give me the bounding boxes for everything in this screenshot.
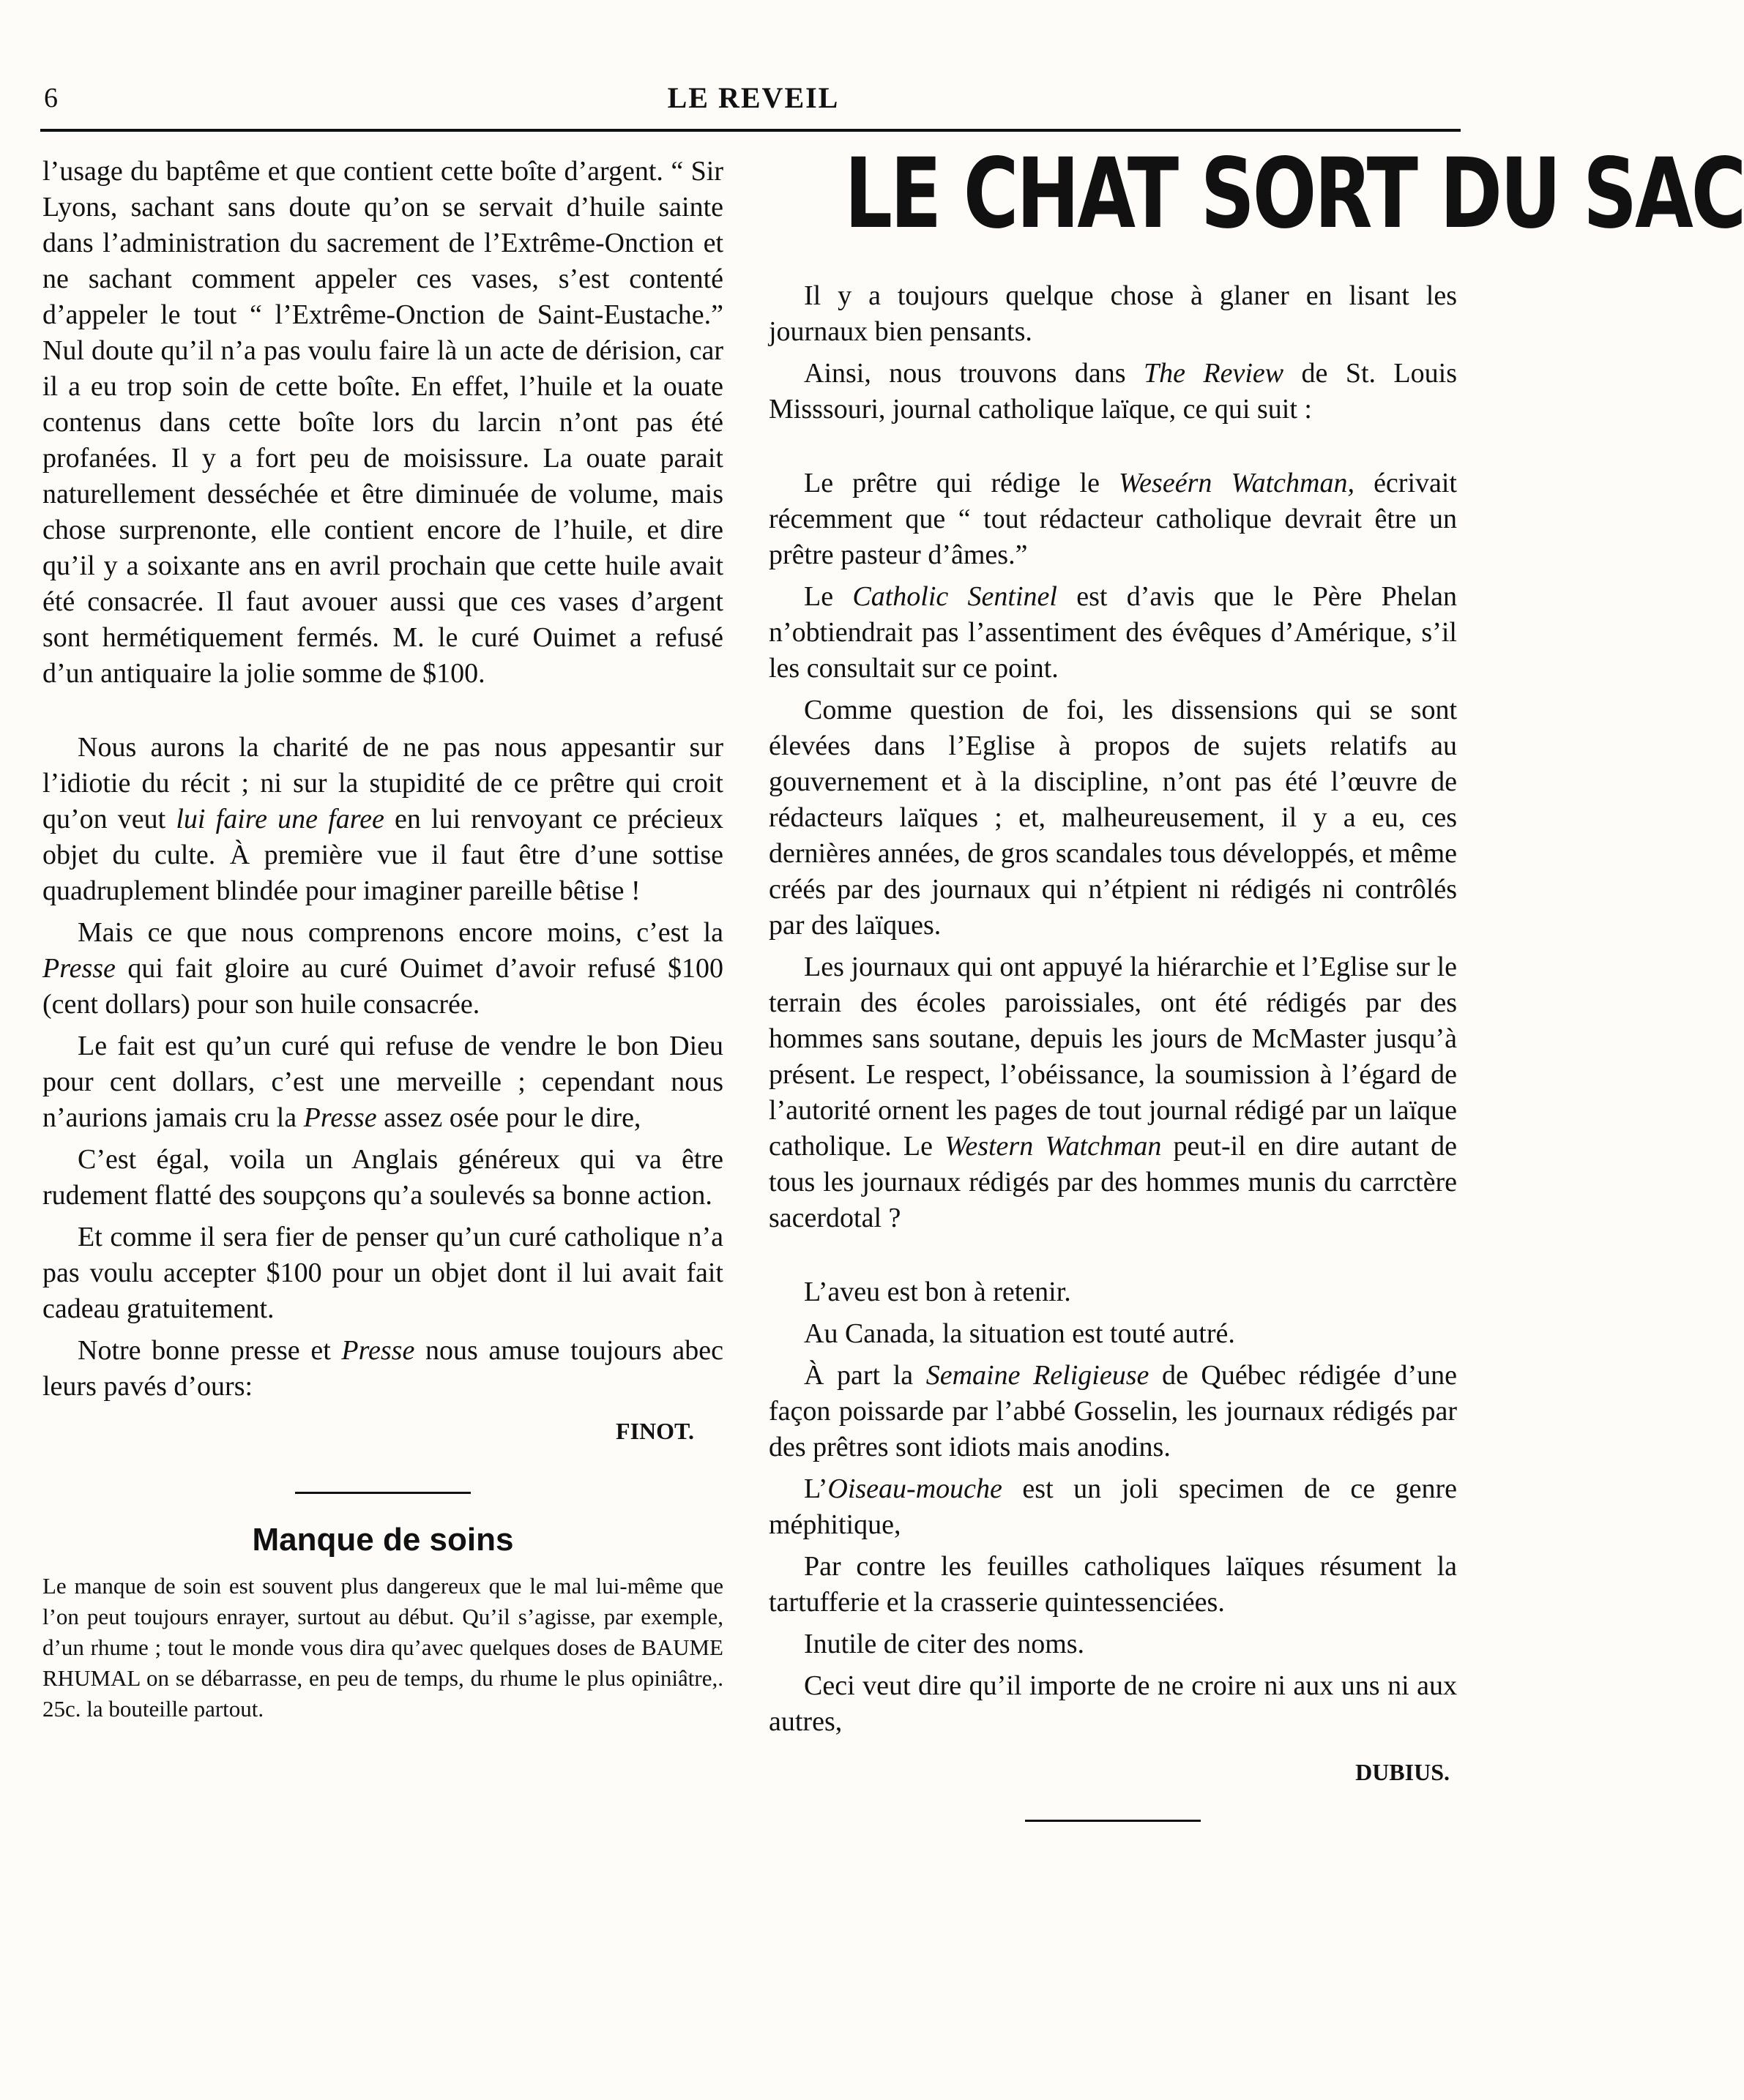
left-paragraph-5: C’est égal, voila un Anglais généreux qui va être rudement flatté des soupçons qu’a soulevés sa bonne action. bbox=[42, 1144, 723, 1211]
left-paragraph-3: Mais ce que nous comprenons encore moins, c’est la Presse qui fait gloire au curé Ouimet d’avoir refusé $100 (cent dollars) pour son huile consacrée. bbox=[42, 917, 723, 1020]
left-paragraph-7: Notre bonne presse et Presse nous amuse toujours abec leurs pavés d’ours: bbox=[42, 1335, 723, 1402]
right-paragraph-5: À part la Semaine Religieuse de Québec rédigée d’une façon poissarde par l’abbé Gosselin, les journaux rédigés par des prêtres sont idiots mais anodins. bbox=[769, 1360, 1457, 1462]
left-paragraph-2: Nous aurons la charité de ne pas nous appesantir sur l’idiotie du récit ; ni sur la stupidité de ce prêtre qui croit qu’on veut lui faire une faree en lui renvoyant ce précieux objet du culte. À première vue il faut être d’une sottise quadruplement blindée pour imaginer pareille bêtise ! bbox=[42, 732, 724, 906]
page-number: 6 bbox=[44, 83, 58, 113]
left-paragraph-4: Le fait est qu’un curé qui refuse de vendre le bon Dieu pour cent dollars, c’est une merveille ; cependant nous n’aurions jamais cru la Presse assez osée pour le dire, bbox=[42, 1031, 723, 1133]
article-banner-title: LE CHAT SORT DU SAC bbox=[844, 138, 1744, 250]
signature-finot: FINOT. bbox=[616, 1418, 694, 1444]
quote-paragraph-2: Le Catholic Sentinel est d’avis que le Père Phelan n’obtiendrait pas l’assentiment des évêques d’Amérique, s’il les consultait sur ce point. bbox=[769, 581, 1458, 684]
left-paragraph-6: Et comme il sera fier de penser qu’un curé catholique n’a pas voulu accepter $100 pour un objet dont il lui avait fait cadeau gratuitement. bbox=[42, 1222, 723, 1324]
right-paragraph-6: L’Oiseau-mouche est un joli specimen de ce genre méphitique, bbox=[769, 1473, 1457, 1540]
notice-body: Le manque de soin est souvent plus dangereux que le mal lui-même que l’on peut toujours enrayer, surtout au début. Qu’il s’agisse, par exemple, d’un rhume ; tout le monde vous dira qu’avec quelques doses de BAUME RHUMAL on se débarrasse, en peu de temps, du rhume le plus opiniâtre,. 25c. la bouteille partout. bbox=[42, 1573, 723, 1722]
end-divider bbox=[1025, 1820, 1201, 1822]
signature-dubius: DUBIUS. bbox=[1355, 1759, 1450, 1785]
right-paragraph-7: Par contre les feuilles catholiques laïques résument la tartufferie et la crasserie quintessenciées. bbox=[769, 1551, 1457, 1618]
right-paragraph-8: Inutile de citer des noms. bbox=[804, 1629, 1085, 1659]
right-column bbox=[769, 138, 1744, 1850]
right-paragraph-1: Il y a toujours quelque chose à glaner en lisant les journaux bien pensants. bbox=[769, 280, 1457, 347]
header-rule bbox=[40, 129, 1461, 132]
notice-title: Manque de soins bbox=[252, 1522, 514, 1558]
newspaper-title: LE REVEIL bbox=[667, 81, 840, 114]
left-column bbox=[42, 154, 723, 1725]
quote-paragraph-3: Comme question de foi, les dissensions qui se sont élevées dans l’Eglise à propos de sujets relatifs au gouvernement et à la discipline, n’ont pas été l’œuvre de rédacteurs laïques ; et, malheureusement, il y a eu, ces dernières années, de gros scandales tous développés, et même créés par des journaux qui n’étpient ni rédigés ni contrôlés par des laïques. bbox=[769, 695, 1457, 941]
section-divider bbox=[295, 1492, 471, 1494]
right-paragraph-3: L’aveu est bon à retenir. bbox=[804, 1277, 1071, 1307]
right-paragraph-9: Ceci veut dire qu’il importe de ne croire ni aux uns ni aux autres, bbox=[769, 1670, 1457, 1737]
right-paragraph-2: Ainsi, nous trouvons dans The Review de St. Louis Misssouri, journal catholique laïque, ce qui suit : bbox=[769, 358, 1457, 425]
quote-paragraph-1: Le prêtre qui rédige le Weseérn Watchman, écrivait récemment que “ tout rédacteur catholique devrait être un prêtre pasteur d’âmes.” bbox=[769, 468, 1457, 570]
right-paragraph-4: Au Canada, la situation est touté autré. bbox=[804, 1318, 1235, 1349]
quote-paragraph-4: Les journaux qui ont appuyé la hiérarchie et l’Eglise sur le terrain des écoles paroissiales, ont été rédigés par des hommes sans soutane, depuis les jours de McMaster jusqu’à présent. Le respect, l’obéissance, la soumission à l’égard de l’autorité ornent les pages de tout journal rédigé par un laïque catholique. Le Western Watchman peut-il en dire autant de tous les journaux rédigés par des hommes munis du carrctère sacerdotal ? bbox=[769, 952, 1457, 1233]
left-paragraph-1: l’usage du baptême et que contient cette boîte d’argent. “ Sir Lyons, sachant sans doute qu’on se servait d’huile sainte dans l’administration du sacrement de l’Extrême-Onction et ne sachant comment appeler ces vases, s’est contenté d’appeler le tout “ l’Extrême-Onction de Saint-Eustache.” Nul doute qu’il n’a pas voulu faire là un acte de dérision, car il a eu trop soin de cette boîte. En effet, l’huile et la ouate contenus dans cette boîte lors du larcin n’ont pas été profanées. Il y a fort peu de moisissure. La ouate parait naturellement desséchée et être diminuée de volume, mais chose surprenonte, elle contient encore de l’huile, et dire qu’il y a soixante ans en avril prochain que cette huile avait été consacrée. Il faut avouer aussi que ces vases d’argent sont hermétiquement fermés. M. le curé Ouimet a refusé d’un antiquaire la jolie somme de $100. bbox=[42, 156, 723, 689]
